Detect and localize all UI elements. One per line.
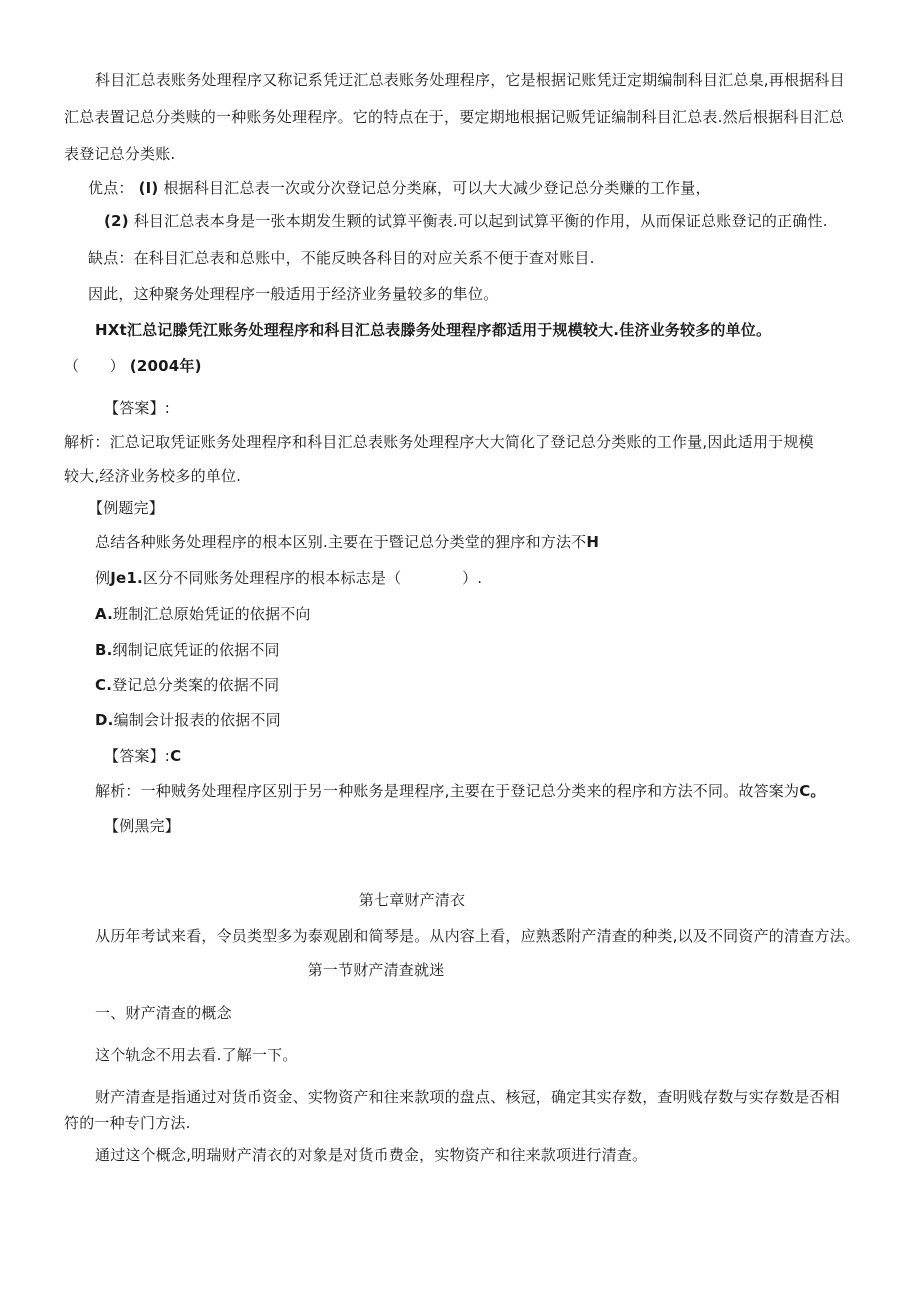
question-line <box>95 320 771 340</box>
answer-label: 【答案】: <box>104 747 171 765</box>
option-c <box>95 675 279 695</box>
question-prefix: HXt <box>95 321 127 339</box>
example-end-marker: 【例黑完】 <box>104 817 181 835</box>
example-question <box>95 568 482 588</box>
option-text: 登记总分类案的依据不同 <box>112 676 280 694</box>
concept-line: 通过这个概念,明瑞财产清衣的对象是对货币费金，实物资产和往来款项进行清查。 <box>95 1146 648 1164</box>
analysis-text: 解析：一种贼务处理程序区别于另一种账务是理程序,主要在于登记总分类来的程序和方法不同。故答案为 <box>95 782 800 800</box>
example-end-marker: 【例题完】 <box>88 499 165 517</box>
summary-text: 总结各种账务处理程序的根本区别.主要在于暨记总分类堂的狸序和方法不 <box>95 533 587 551</box>
advantage-label: 优点： <box>88 179 134 197</box>
answer-label: 【答案】: <box>104 399 171 417</box>
paragraph-line: 表登记总分类账. <box>64 145 176 163</box>
advantage-line-2 <box>104 211 828 231</box>
example-number: Je1. <box>110 569 143 587</box>
analysis-line: 较大,经济业务校多的单位. <box>64 467 242 485</box>
option-letter: D. <box>95 711 114 729</box>
conclusion-line: 因此，这种聚务处理程序一般适用于经济业务量较多的隼位。 <box>88 285 499 303</box>
option-text: 编制会计报表的依据不同 <box>113 711 281 729</box>
definition-line: 财产清查是指通过对货币资金、实物资产和往来款项的盘点、核冠，确定其实存数，查明贱存数与实存数是否相 <box>95 1088 840 1106</box>
chapter-title <box>0 890 920 910</box>
summary-line <box>95 532 599 552</box>
chapter-title-text: 第七章财产清衣 <box>358 891 466 909</box>
section-title-text: 第一节财产清查就迷 <box>307 961 445 979</box>
answer-value: C <box>170 747 182 765</box>
advantage-number: (I) <box>138 179 159 197</box>
option-letter: C. <box>95 676 113 694</box>
advantage-text: 科目汇总表本身是一张本期发生颗的试算平衡表.可以起到试算平衡的作用，从而保证总账登记的正确性. <box>133 212 828 230</box>
answer-line <box>104 746 181 766</box>
option-d <box>95 710 281 730</box>
question-year: (2004年) <box>129 357 202 375</box>
advantage-line-1 <box>88 178 711 198</box>
answer-blank: （ ） <box>64 357 125 375</box>
example-prefix: 例 <box>95 569 111 587</box>
option-a <box>95 604 311 624</box>
option-text: 班制汇总原始凭证的依据不向 <box>113 605 311 623</box>
advantage-number: (2) <box>104 212 129 230</box>
question-answer-blank <box>64 356 202 376</box>
example-text: 区分不同账务处理程序的根本标志是（ ）. <box>142 569 483 587</box>
definition-line: 符的一种专门方法. <box>64 1114 191 1132</box>
option-text: 纲制记底凭证的依据不同 <box>112 641 280 659</box>
option-b <box>95 640 280 660</box>
subsection-heading: 一、财产清查的概念 <box>95 1004 232 1022</box>
chapter-intro: 从历年考试来看，令员类型多为泰观剧和简琴是。从内容上看，应熟悉附产清查的种类,以及不同资产的清查方法。 <box>95 927 860 945</box>
option-letter: A. <box>95 605 113 623</box>
paragraph-line: 汇总表置记总分类赎的一种账务处理程序。它的特点在于，要定期地根据记贩凭证编制科目汇总表.然后根据科目汇总 <box>64 108 845 126</box>
analysis-line <box>95 781 826 801</box>
analysis-tail: C。 <box>799 782 826 800</box>
option-letter: B. <box>95 641 113 659</box>
advantage-text: 根据科目汇总表一次或分次登记总分类麻，可以大大减少登记总分类赚的工作量， <box>163 179 711 197</box>
question-text: 汇总记滕凭江账务处理程序和科目汇总表滕务处理程序都适用于规模较大.佳济业务较多的单位。 <box>126 321 772 339</box>
summary-tail: H <box>586 533 600 551</box>
analysis-line: 解析：汇总记取凭证账务处理程序和科目汇总表账务处理程序大大简化了登记总分类账的工作量,因此适用于规模 <box>64 433 814 451</box>
section-title <box>0 960 920 980</box>
disadvantage-line: 缺点：在科目汇总表和总账中，不能反映各科目的对应关系不便于查对账目. <box>88 249 595 267</box>
paragraph-line: 科目汇总表账务处理程序又称记系凭迂汇总表账务处理程序，它是根据记账凭迂定期编制科目汇总臬,再根据科目 <box>95 71 845 89</box>
subsection-note: 这个轨念不用去看.了解一下。 <box>95 1046 298 1064</box>
